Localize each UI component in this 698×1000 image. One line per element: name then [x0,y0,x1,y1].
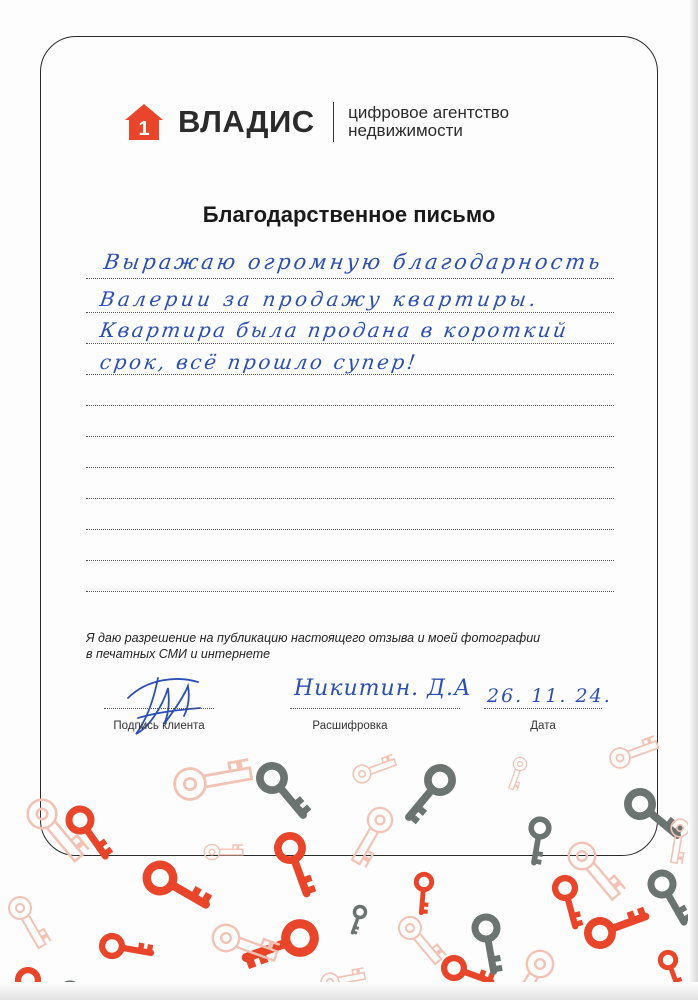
handwritten-line-3: Квартира была продана в короткий [98,318,571,342]
page-edge-shadow [688,0,698,1000]
logo-separator [333,102,335,142]
decoding-line [290,708,460,709]
page-bottom-edge [0,982,698,1000]
writing-line [86,374,614,375]
brand-name: ВЛАДИС [178,104,315,139]
vladis-logo [124,100,509,144]
letter-title: Благодарственное письмо [202,202,496,227]
brand-tagline [348,104,509,140]
consent-line-1: Я даю разрешение на публикацию настоящего отзыва и моей фотографии [86,631,541,645]
key-outline-icon [172,758,253,802]
key-outline-icon [505,756,529,792]
key-icon [241,920,318,971]
key-icon [255,761,312,823]
key-outline-icon [395,913,447,969]
decorative-keys-pattern [0,728,698,1000]
writing-line [86,498,614,499]
tagline-line-2: недвижимости [348,121,463,140]
client-signature-label: Подпись клиента [113,720,205,732]
writing-line [86,467,614,468]
handwritten-line-2: Валерии за продажу квартиры. [98,287,541,311]
decoding-label: Расшифровка [312,720,388,732]
key-icon [400,763,457,825]
house-logo-icon [124,102,164,142]
tagline-line-1: цифровое агентство [348,103,510,122]
date-line [484,708,602,709]
key-outline-icon [607,735,660,771]
key-icon [525,818,550,864]
key-icon [414,874,433,914]
date-handwriting: 26. 11. 24. [487,685,612,707]
logo-digit: 1 [138,118,150,140]
writing-line [86,436,614,437]
writing-line [86,560,614,561]
decoding-handwriting: Никитин. Д.А [294,676,472,701]
writing-line [86,312,614,313]
publication-consent [86,630,606,662]
handwritten-line-4: срок, всё прошло супер! [98,350,420,374]
key-outline-icon [351,754,398,786]
key-icon [553,876,585,929]
handwritten-line-1: Выражаю огромную благодарность [102,250,605,274]
key-icon [473,915,504,973]
consent-line-2: в печатных СМИ и интернете [86,647,271,661]
key-outline-icon [204,844,243,859]
writing-line [86,591,614,592]
date-label: Дата [530,720,556,732]
key-outline-icon [345,803,396,867]
key-icon [347,905,367,935]
key-icon [65,805,115,863]
client-signature-line [104,708,214,709]
key-icon [584,905,649,948]
key-outline-icon [5,893,52,952]
key-icon [142,860,212,916]
writing-line [86,405,614,406]
key-icon [647,869,694,928]
key-icon [101,935,153,963]
key-icon [274,832,317,897]
writing-line [86,529,614,530]
writing-line [86,278,614,279]
writing-line [86,343,614,344]
